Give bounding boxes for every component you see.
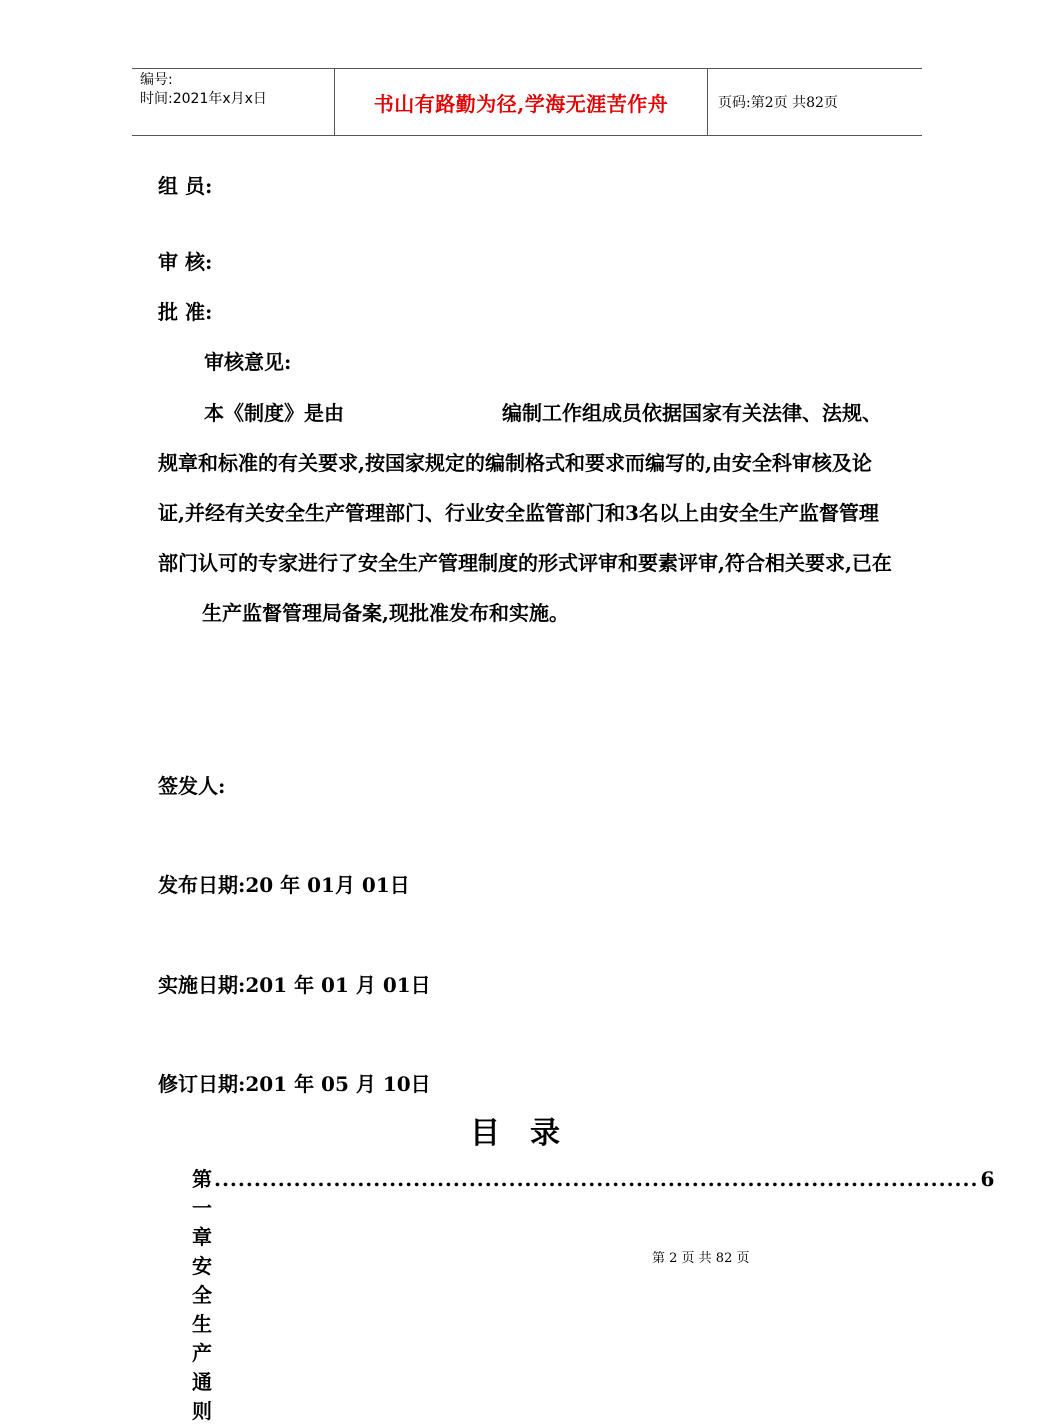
revise-date: 修订日期:201 年 05 月 10日 [158, 1072, 431, 1096]
page-header [132, 68, 922, 136]
members-field: 组 员: [158, 174, 213, 198]
signer-label: 签发人: [158, 774, 226, 798]
implement-date: 实施日期:201 年 01 月 01日 [158, 973, 431, 997]
toc-leader-dots: ................................................................................................ [214, 1167, 979, 1191]
toc-title: 目录 [470, 1116, 590, 1151]
serial-label: 编号: [140, 72, 173, 88]
page-footer: 第 2 页 共 82 页 [652, 1251, 750, 1266]
header-motto: 书山有路勤为径,学海无涯苦作舟 [334, 69, 708, 135]
approve-field: 批 准: [158, 300, 213, 324]
opinion-label: 审核意见: [204, 350, 292, 374]
header-meta [132, 69, 334, 135]
paragraph-part-3: 生产监督管理局备案,现批准发布和实施。 [202, 601, 569, 625]
review-field: 审 核: [158, 250, 213, 274]
publish-date: 发布日期:20 年 01月 01日 [158, 873, 410, 897]
toc-item-page: 6 [980, 1167, 995, 1191]
approval-paragraph [158, 388, 898, 638]
time-label: 时间:2021年x月x日 [140, 91, 267, 107]
header-page-info: 页码:第2页 共82页 [718, 95, 838, 111]
paragraph-part-2: 编制工作组成员依据国家有关法律、法规、规章和标准的有关要求,按国家规定的编制格式和要求而编写的,由安全科审核及论证,并经有关安全生产管理部门、行业安全监管部门和3名以上由安全生产监督管理部门认可的专家进行了安全生产管理制度的形式评审和要素评审,符合相关要求,已在 [158, 401, 892, 575]
toc-item-label: 第一章 安全生产通则 [192, 1167, 212, 1423]
paragraph-part-1: 本《制度》是由 [204, 401, 344, 425]
toc-item[interactable] [192, 1163, 995, 1424]
